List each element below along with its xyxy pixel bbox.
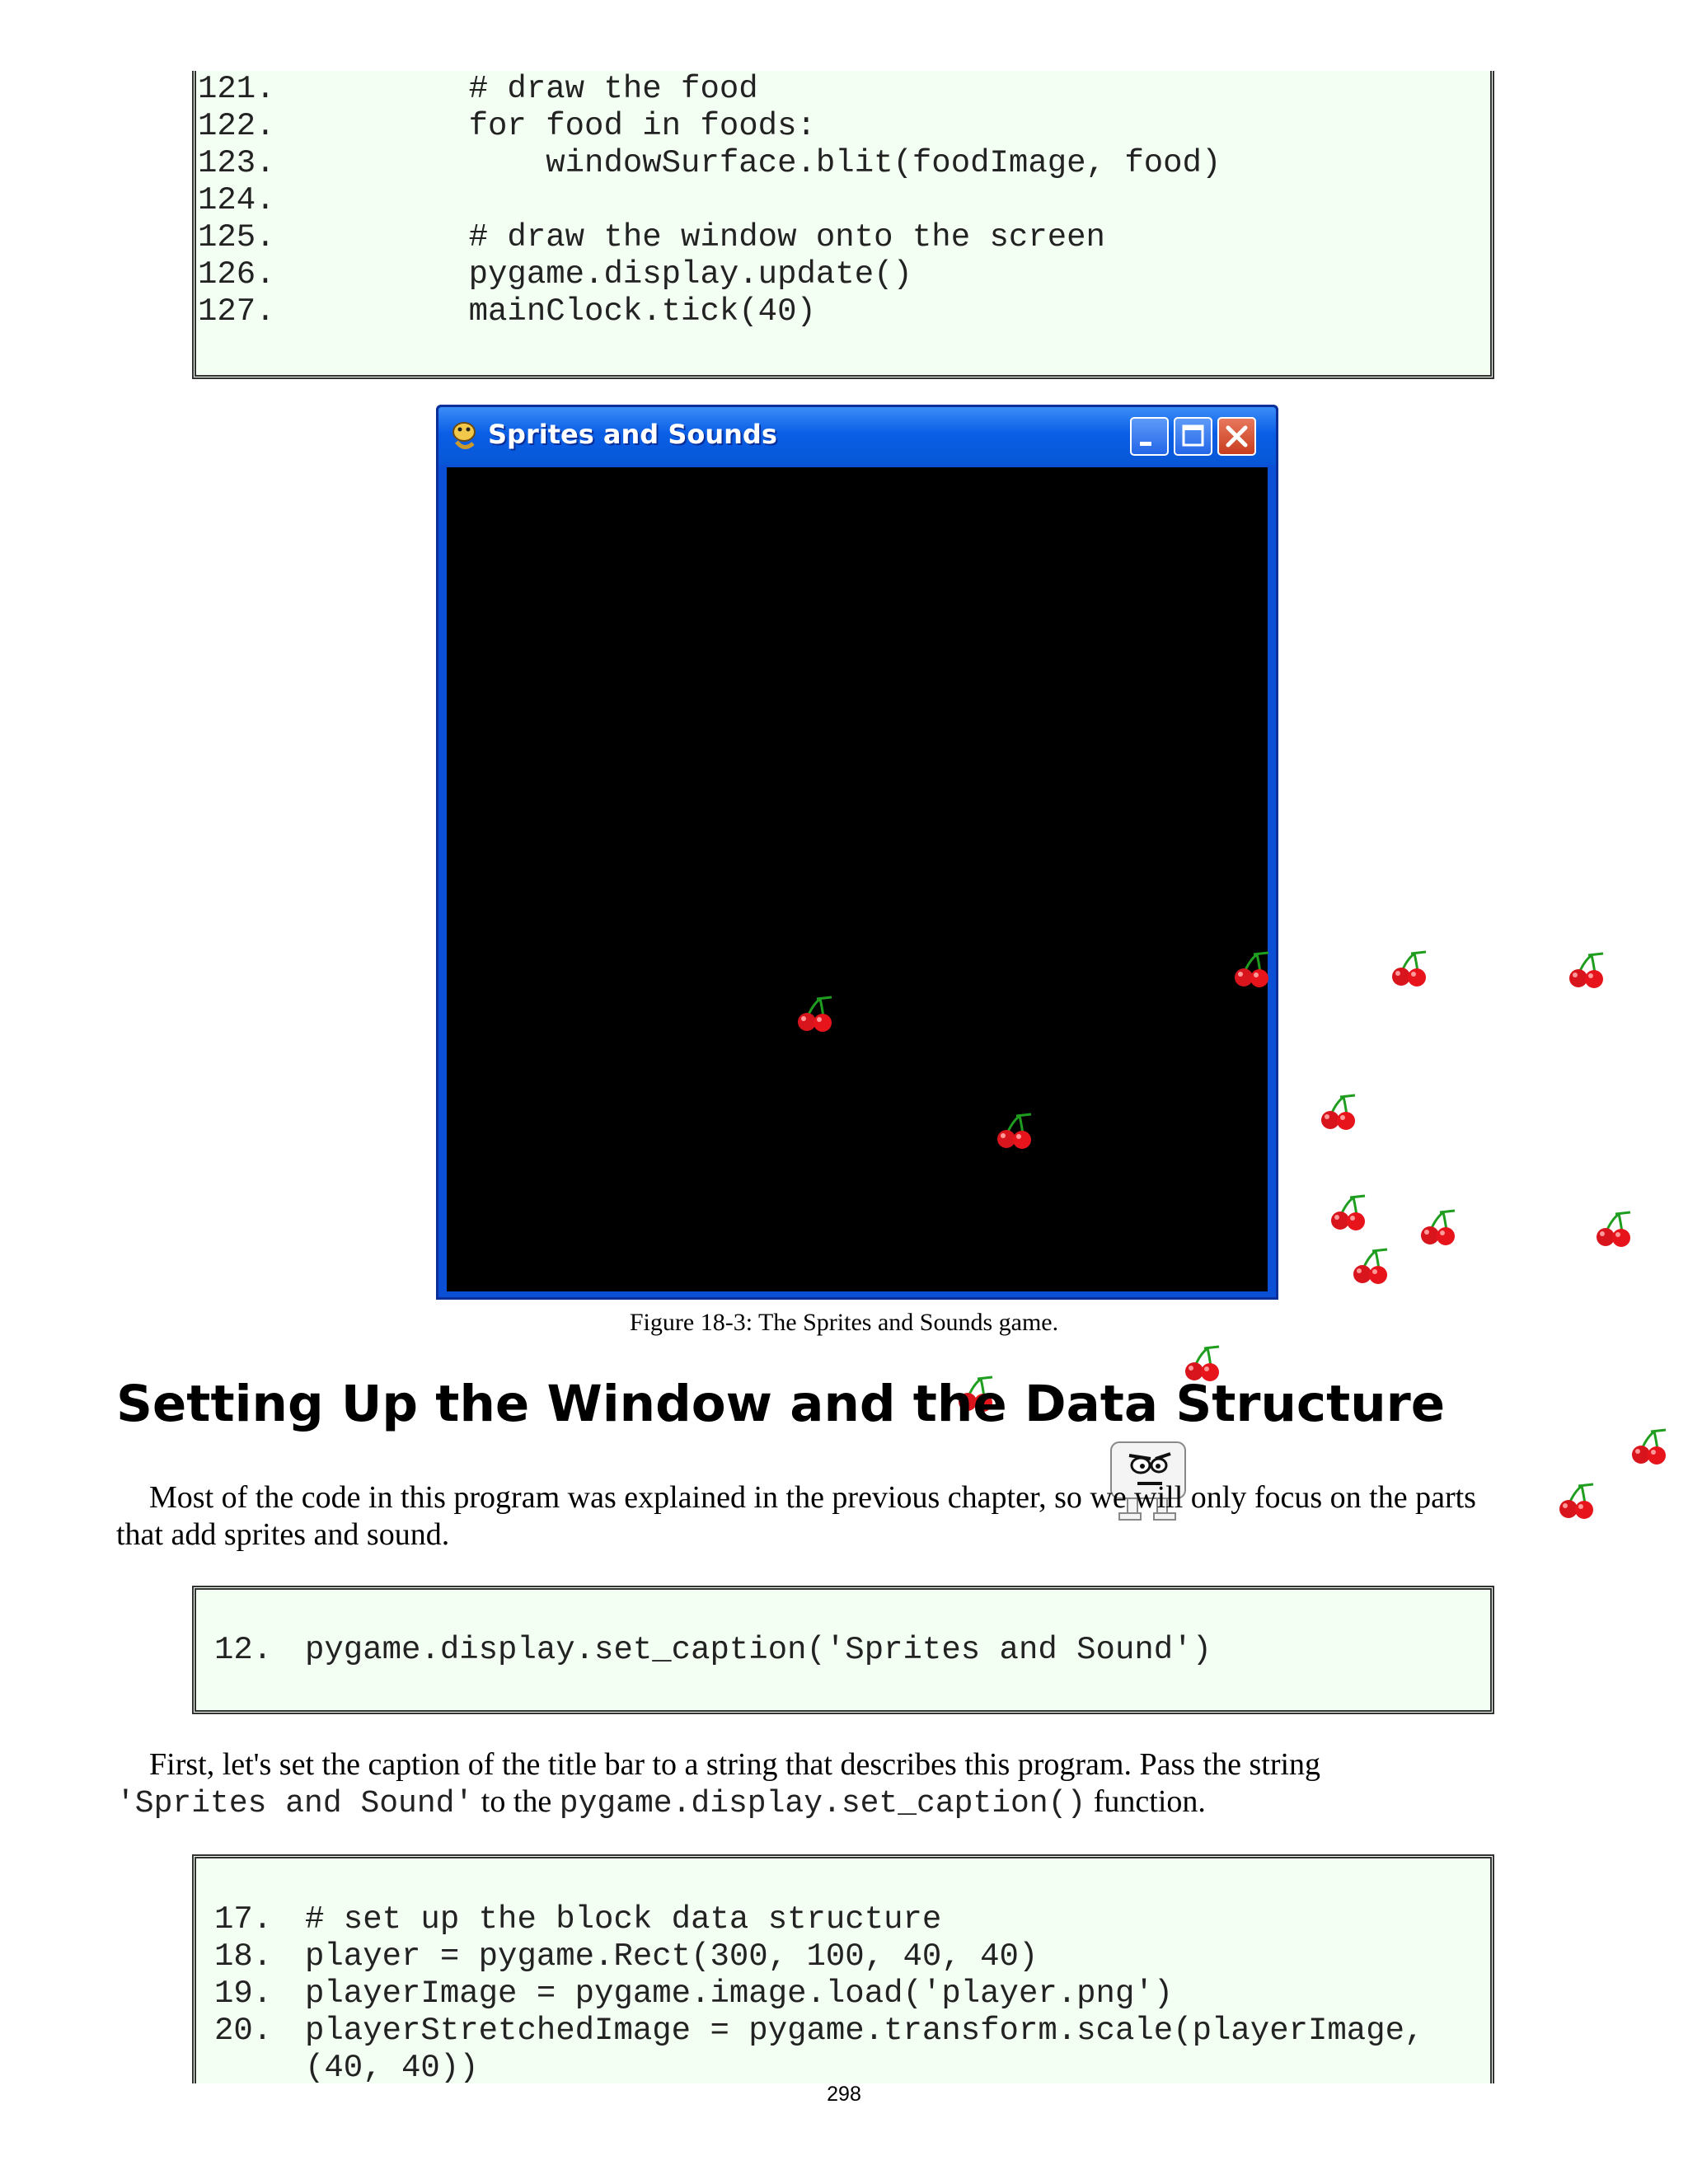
code-line: 125. # draw the window onto the screen (198, 219, 1105, 255)
code-listing-caption (192, 1586, 1494, 1714)
cherry-food (1351, 1246, 1392, 1287)
code-line: 17. # set up the block data structure (214, 1901, 942, 1938)
cherry-food (1629, 1427, 1671, 1468)
code-line: 124. (198, 182, 275, 218)
cherry-food (1418, 1207, 1460, 1249)
python-snake-icon (448, 419, 480, 452)
section-heading: Setting Up the Window and the Data Structure (116, 1375, 1446, 1433)
cherry-food (1557, 1481, 1598, 1522)
code-line: 123. windowSurface.blit(foodImage, food) (198, 145, 1221, 181)
code-line: 20. playerStretchedImage = pygame.transform.scale(playerImage, (214, 2013, 1424, 2049)
cherry-food (1390, 949, 1431, 990)
figure-caption: Figure 18-3: The Sprites and Sounds game. (629, 1309, 1059, 1336)
code-line: 121. # draw the food (198, 71, 758, 107)
game-canvas[interactable] (447, 467, 1268, 1291)
code-line: 122. for food in foods: (198, 108, 816, 144)
code-listing-data-structure (192, 1854, 1494, 2086)
cherry-food (1329, 1193, 1370, 1234)
window-title: Sprites and Sounds (488, 419, 777, 450)
code-line: 126. pygame.display.update() (198, 256, 912, 293)
code-line: 12. pygame.display.set_caption('Sprites and Sound') (214, 1632, 1212, 1668)
minimize-button[interactable] (1130, 417, 1169, 456)
window-titlebar[interactable] (438, 407, 1276, 465)
cherry-food (1594, 1209, 1635, 1250)
close-button[interactable] (1217, 417, 1256, 456)
inline-code: 'Sprites and Sound' (116, 1786, 474, 1821)
code-line: 19. playerImage = pygame.image.load('player.png') (214, 1975, 1174, 2012)
cherry-food (1319, 1092, 1360, 1133)
minimize-icon (1132, 419, 1167, 454)
code-line: (40, 40)) (305, 2050, 479, 2086)
maximize-button[interactable] (1174, 417, 1212, 456)
code-line: 127. mainClock.tick(40) (198, 293, 816, 330)
maximize-icon (1175, 419, 1211, 454)
paragraph: First, let's set the caption of the title bar to a string that describes this program. Pass the string 'Sprites and Sound' to the pygame.display.set_caption() function. (116, 1747, 1321, 1821)
page-number: 298 (827, 2083, 861, 2106)
code-line: 18. player = pygame.Rect(300, 100, 40, 40) (214, 1938, 1039, 1975)
cherry-food (1567, 950, 1608, 991)
cherry-food (1232, 949, 1273, 991)
inline-code: pygame.display.set_caption() (559, 1786, 1086, 1821)
cherry-food (995, 1111, 1036, 1152)
game-window (436, 405, 1278, 1300)
code-listing-top (192, 71, 1494, 379)
close-icon (1219, 419, 1254, 454)
cherry-food (795, 994, 837, 1035)
paragraph: Most of the code in this program was explained in the previous chapter, so we will only focus on the parts that add sprites and sound. (116, 1480, 1476, 1552)
